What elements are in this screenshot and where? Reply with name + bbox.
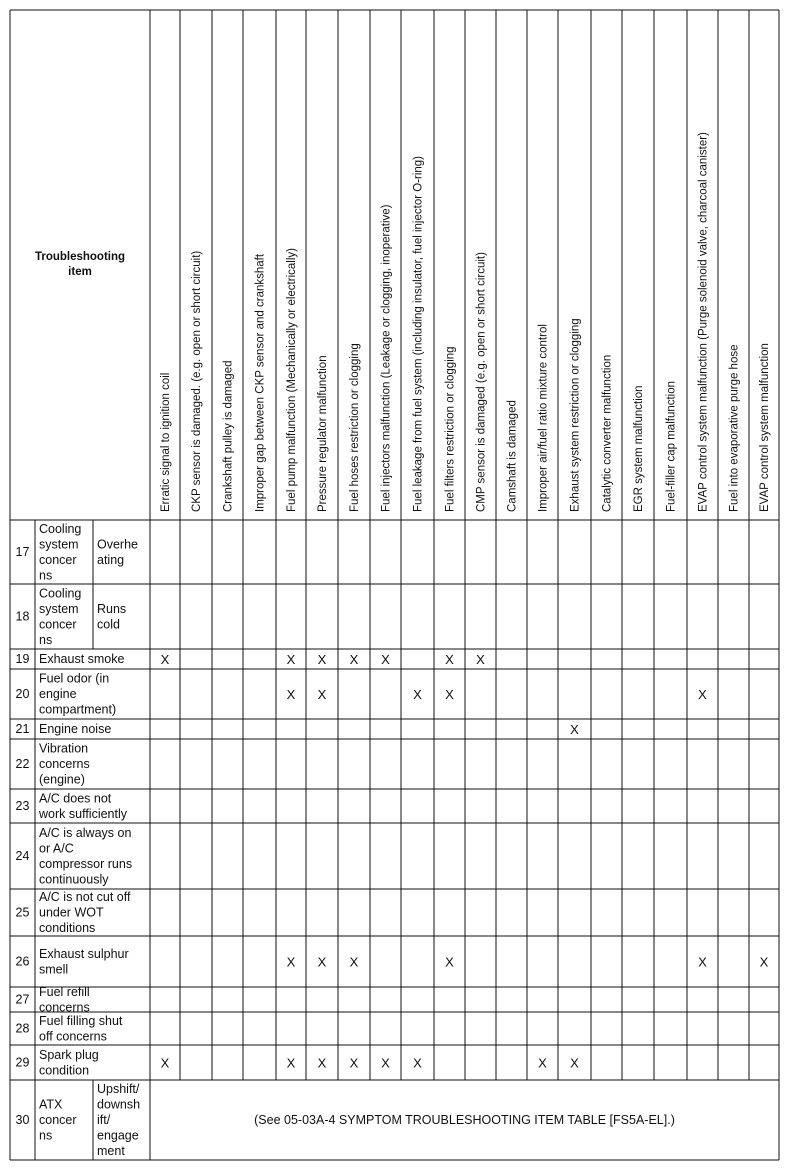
column-header: Fuel injectors malfunction (Leakage or clogging, inoperative) <box>380 204 393 512</box>
mark-x: X <box>698 687 707 702</box>
item-text: Engine noise <box>39 722 112 736</box>
item-text: under WOT <box>39 905 104 920</box>
table-grid-lines <box>10 10 779 1160</box>
item-text: Cooling <box>39 586 82 601</box>
mark-x: X <box>413 687 422 702</box>
item-text: concerns <box>39 1000 90 1015</box>
mark-x: X <box>445 687 454 702</box>
header-title-line: item <box>68 266 92 278</box>
mark-x: X <box>286 1055 296 1071</box>
row-number: 22 <box>15 757 30 771</box>
item-text: or A/C <box>39 841 74 856</box>
item-text: work sufficiently <box>39 806 127 821</box>
table-row <box>16 672 708 717</box>
column-header: Crankshaft pulley is damaged <box>222 360 235 512</box>
item-text: A/C does not <box>39 791 112 806</box>
row-number: 24 <box>15 849 30 863</box>
item-text: Fuel odor (in <box>39 671 110 686</box>
mark-x: X <box>381 1055 390 1071</box>
mark-x: X <box>317 1055 327 1071</box>
column-header: EGR system malfunction <box>633 385 645 512</box>
mark-x: X <box>349 1055 359 1071</box>
table-row <box>16 947 769 977</box>
row-number: 19 <box>15 652 30 666</box>
item-text: system <box>39 601 79 616</box>
sub-item-text: ment <box>97 1144 125 1158</box>
item-text: concer <box>39 617 77 632</box>
table-row <box>16 586 127 647</box>
header-title <box>35 251 125 278</box>
item-text: off concerns <box>39 1029 107 1044</box>
sub-item-text: downsh <box>97 1097 141 1112</box>
mark-x: X <box>349 954 359 970</box>
mark-x: X <box>349 652 359 667</box>
table-row <box>16 1048 580 1078</box>
mark-x: X <box>160 1055 170 1071</box>
item-text: A/C is always on <box>39 825 132 840</box>
column-header: CMP sensor is damaged (e.g. open or short circuit) <box>475 252 488 512</box>
mark-x: X <box>317 687 327 702</box>
column-header: Fuel hoses restriction or clogging <box>349 343 361 512</box>
row-number: 17 <box>15 545 30 559</box>
column-header: EVAP control system malfunction <box>759 343 771 512</box>
header-title-line: Troubleshooting <box>34 251 126 263</box>
table-row <box>16 826 133 887</box>
table-row <box>16 742 90 787</box>
sub-item-text: cold <box>97 617 120 632</box>
mark-x: X <box>381 652 390 667</box>
column-header: Fuel pump malfunction (Mechanically or electrically) <box>286 248 298 512</box>
item-text: compressor runs <box>39 856 133 871</box>
row-number: 23 <box>15 799 30 813</box>
sub-item-text: ift/ <box>97 1113 111 1127</box>
item-text: condition <box>39 1063 90 1078</box>
column-header: Improper gap between CKP sensor and crankshaft <box>254 253 267 512</box>
mark-x: X <box>698 954 707 970</box>
item-text: engine <box>39 687 77 701</box>
mark-x: X <box>317 652 327 667</box>
table-rows <box>16 522 769 1158</box>
mark-x: X <box>570 722 579 737</box>
item-text: Fuel filling shut <box>39 1013 123 1028</box>
item-text: Spark plug <box>39 1047 99 1062</box>
item-text: Exhaust sulphur <box>39 946 129 961</box>
sub-item-text: Overhe <box>97 537 138 552</box>
table-row <box>16 791 128 821</box>
table-row <box>16 890 131 935</box>
row-number: 28 <box>15 1021 30 1036</box>
item-text: Exhaust smoke <box>39 652 125 666</box>
column-header: Fuel leakage from fuel system (including insulator, fuel injector O-ring) <box>412 155 425 512</box>
mark-x: X <box>570 1055 579 1071</box>
table-row <box>16 522 138 583</box>
item-text: (engine) <box>39 772 85 787</box>
row-number: 21 <box>15 722 30 736</box>
item-text: concer <box>39 1113 77 1127</box>
mark-x: X <box>286 687 296 702</box>
column-header: Camshaft is damaged <box>506 400 519 512</box>
table-row <box>16 985 90 1015</box>
row-number: 18 <box>15 609 30 624</box>
row-number: 29 <box>15 1055 30 1070</box>
column-header: Fuel-filler cap malfunction <box>665 380 678 512</box>
column-header: Fuel filters restriction or clogging <box>444 346 457 512</box>
sub-item-text: engage <box>97 1128 139 1143</box>
row-number: 20 <box>15 687 30 701</box>
row-number: 26 <box>15 954 30 969</box>
mark-x: X <box>317 954 327 970</box>
sub-item-text: Runs <box>97 601 127 616</box>
row-number: 25 <box>15 905 30 920</box>
mark-x: X <box>445 954 454 970</box>
mark-x: X <box>413 1055 422 1071</box>
item-text: ns <box>39 568 53 583</box>
mark-x: X <box>476 652 485 667</box>
mark-x: X <box>538 1055 547 1071</box>
item-text: continuously <box>39 872 109 887</box>
column-header: Fuel into evaporative purge hose <box>728 344 741 512</box>
column-header: Pressure regulator malfunction <box>317 355 329 512</box>
row-note: (See 05-03A-4 SYMPTOM TROUBLESHOOTING ITEM TABLE [FS5A-EL].) <box>254 1113 675 1127</box>
item-text: smell <box>39 962 69 977</box>
column-header: EVAP control system malfunction (Purge solenoid valve, charcoal canister) <box>697 132 710 512</box>
item-text: Fuel refill <box>39 984 90 999</box>
row-number: 27 <box>15 992 30 1007</box>
item-text: compartment) <box>39 702 117 717</box>
mark-x: X <box>445 652 454 667</box>
table-row <box>16 1014 123 1044</box>
column-header: CKP sensor is damaged. (e.g. open or short circuit) <box>191 250 203 512</box>
item-text: Vibration <box>39 741 89 756</box>
item-text: conditions <box>39 921 96 935</box>
sub-item-text: ating <box>97 552 125 567</box>
sub-item-text: Upshift/ <box>97 1082 140 1096</box>
item-text: ATX <box>39 1097 63 1112</box>
table-row <box>16 652 486 667</box>
item-text: Cooling <box>39 521 82 536</box>
item-text: ns <box>39 632 53 647</box>
mark-x: X <box>759 954 769 970</box>
item-text: A/C is not cut off <box>39 890 131 904</box>
column-header: Catalytic converter malfunction <box>601 354 614 512</box>
row-number: 30 <box>15 1113 30 1127</box>
mark-x: X <box>286 652 296 667</box>
table-row <box>16 1082 675 1158</box>
mark-x: X <box>286 954 296 970</box>
item-text: concerns <box>39 757 90 771</box>
column-header: Exhaust system restriction or clogging <box>569 318 582 512</box>
item-text: ns <box>39 1128 53 1143</box>
column-header: Erratic signal to ignition coil <box>160 372 172 512</box>
item-text: concer <box>39 552 77 567</box>
item-text: system <box>39 537 79 552</box>
table-row <box>16 722 580 737</box>
column-header: Improper air/fuel ratio mixture control <box>537 324 550 512</box>
mark-x: X <box>160 652 170 667</box>
